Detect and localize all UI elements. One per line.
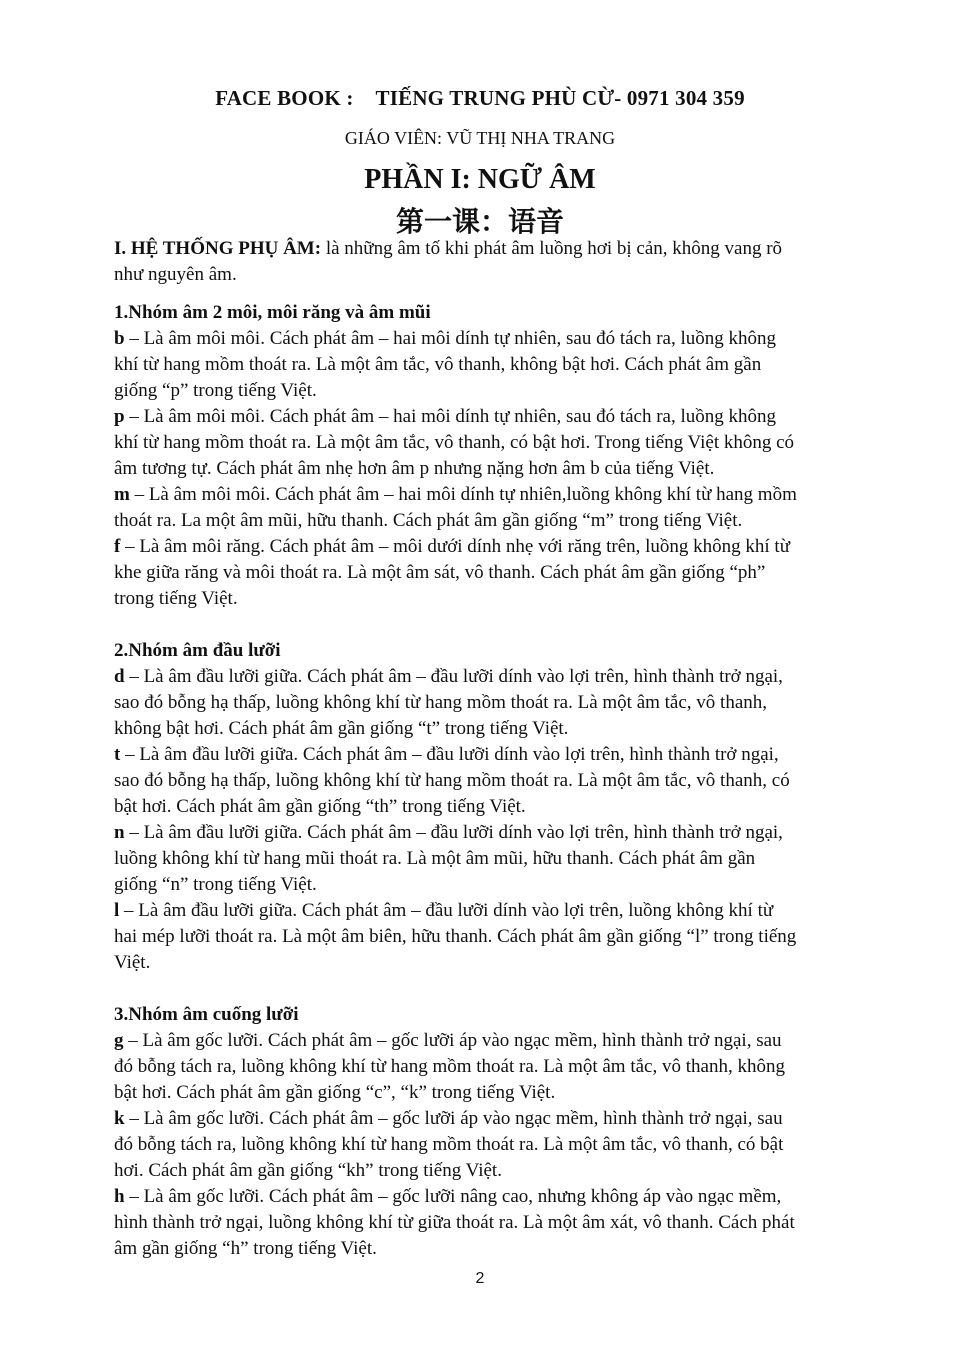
consonant-letter: d — [114, 666, 125, 687]
facebook-header — [0, 86, 960, 111]
section-heading: I. HỆ THỐNG PHỤ ÂM: — [114, 238, 322, 259]
consonant-letter: f — [114, 536, 121, 557]
part-title: PHẦN I: NGỮ ÂM — [364, 164, 596, 195]
group-title: 1.Nhóm âm 2 môi, môi răng và âm mũi — [114, 302, 431, 323]
group-bilabial: 1.Nhóm âm 2 môi, môi răng và âm mũi b – Là âm môi môi. Cách phát âm – hai môi dính tự nhiên, sau đó tách ra, luồng không khí từ hang mồm thoát ra. Là một âm tắc, vô thanh, không bật hơi. Cách phát âm gần giống “p” trong tiếng Việt. p – Là âm môi môi. Cách phát âm – hai môi dính tự nhiên, sau đó tách ra, luồng không khí từ hang mồm thoát ra. Là một âm tắc, vô thanh, có bật hơi. Trong tiếng Việt không có âm tương tự. Cách phát âm nhẹ hơn âm p nhưng nặng hơn âm b của tiếng Việt. m – Là âm môi môi. Cách phát âm – hai môi dính tự nhiên,luồng không khí từ hang mồm thoát ra. La một âm mũi, hữu thanh. Cách phát âm gần giống “m” trong tiếng Việt. f – Là âm môi răng. Cách phát âm – môi dưới dính nhẹ với răng trên, luồng không khí từ khe giữa răng và môi thoát ra. Là một âm sát, vô thanh. Cách phát âm gần giống “ph” trong tiếng Việt. — [114, 300, 874, 612]
consonant-letter: t — [114, 744, 121, 765]
consonant-letter: b — [114, 328, 125, 349]
teacher-name: GIÁO VIÊN: VŨ THỊ NHA TRANG — [344, 128, 616, 148]
consonant-letter: m — [114, 484, 130, 505]
lesson-title-chinese: 第一课：语音 — [395, 205, 564, 238]
consonant-letter: l — [114, 900, 120, 921]
consonant-letter: h — [114, 1186, 125, 1207]
page-number: 2 — [475, 1270, 485, 1287]
group-title: 2.Nhóm âm đầu lưỡi — [114, 640, 281, 661]
group-title: 3.Nhóm âm cuống lưỡi — [114, 1004, 299, 1025]
consonant-letter: n — [114, 822, 125, 843]
facebook-page-name: TIẾNG TRUNG PHÙ CỪ- 0971 304 359 — [375, 86, 745, 110]
intro-paragraph: I. HỆ THỐNG PHỤ ÂM: là những âm tố khi phát âm luồng hơi bị cản, không vang rõ như nguyên âm. — [114, 238, 783, 285]
consonant-letter: k — [114, 1108, 125, 1129]
facebook-label: FACE BOOK : — [215, 86, 354, 110]
consonant-letter: g — [114, 1030, 124, 1051]
group-tongue-tip: 2.Nhóm âm đầu lưỡi d – Là âm đầu lưỡi giữa. Cách phát âm – đầu lưỡi dính vào lợi trên, hình thành trở ngại, sao đó bỗng hạ thấp, luồng không khí từ hang mồm thoát ra. Là một âm tắc, vô thanh, không bật hơi. Cách phát âm gần giống “t” trong tiếng Việt. t – Là âm đầu lưỡi giữa. Cách phát âm – đầu lưỡi dính vào lợi trên, hình thành trở ngại, sao đó bỗng hạ thấp, luồng không khí từ hang mồm thoát ra. Là một âm tắc, vô thanh, có bật hơi. Cách phát âm gần giống “th” trong tiếng Việt. n – Là âm đầu lưỡi giữa. Cách phát âm – đầu lưỡi dính vào lợi trên, hình thành trở ngại, luồng không khí từ hang mũi thoát ra. Là một âm mũi, hữu thanh. Cách phát âm gần giống “n” trong tiếng Việt. l – Là âm đầu lưỡi giữa. Cách phát âm – đầu lưỡi dính vào lợi trên, luồng không khí từ hai mép lưỡi thoát ra. Là một âm biên, hữu thanh. Cách phát âm gần giống “l” trong tiếng Việt. — [114, 638, 874, 976]
group-tongue-root: 3.Nhóm âm cuống lưỡi g – Là âm gốc lưỡi. Cách phát âm – gốc lưỡi áp vào ngạc mềm, hình thành trở ngại, sau đó bỗng tách ra, luồng không khí từ hang mồm thoát ra. Là một âm tắc, vô thanh, không bật hơi. Cách phát âm gần giống “c”, “k” trong tiếng Việt. k – Là âm gốc lưỡi. Cách phát âm – gốc lưỡi áp vào ngạc mềm, hình thành trở ngại, sau đó bỗng tách ra, luồng không khí từ hang mồm thoát ra. Là một âm tắc, vô thanh, có bật hơi. Cách phát âm gần giống “kh” trong tiếng Việt. h – Là âm gốc lưỡi. Cách phát âm – gốc lưỡi nâng cao, nhưng không áp vào ngạc mềm, hình thành trở ngại, luồng không khí từ giữa thoát ra. Là một âm xát, vô thanh. Cách phát âm gần giống “h” trong tiếng Việt. — [114, 1002, 874, 1262]
consonant-letter: p — [114, 406, 125, 427]
